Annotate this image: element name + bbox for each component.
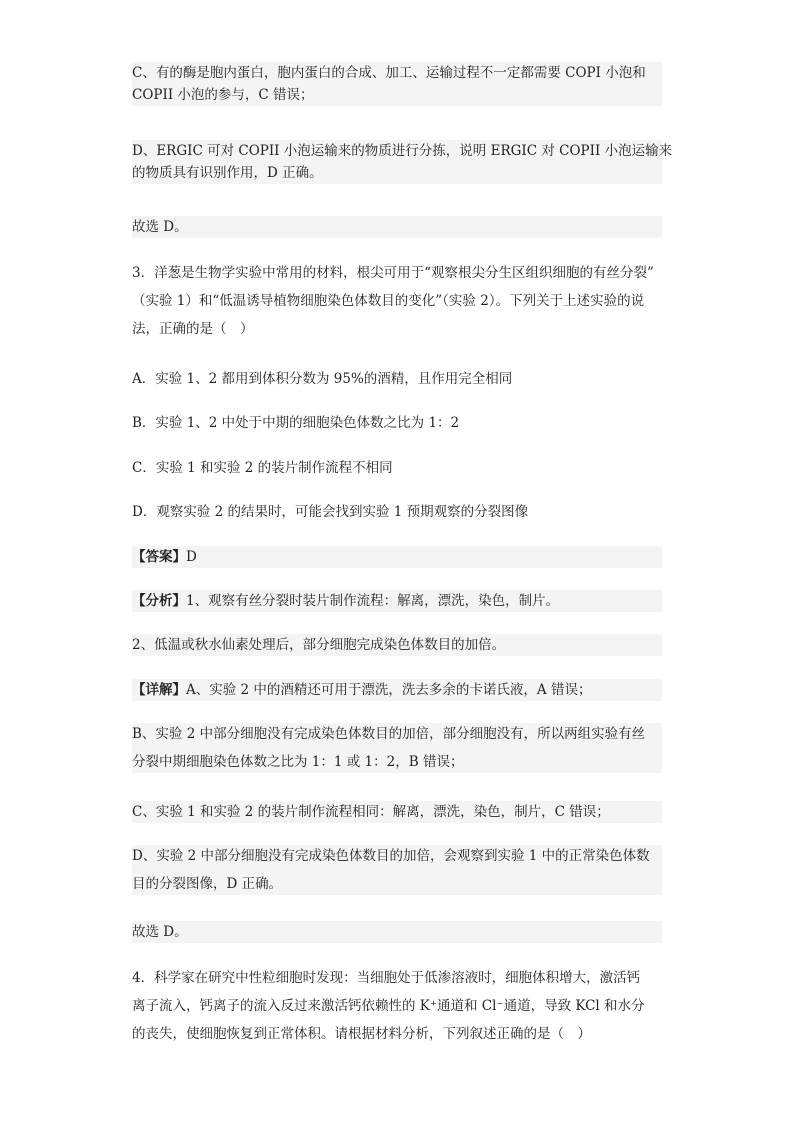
text-line: 的丧失，使细胞恢复到正常体积。请根据材料分析，下列叙述正确的是（ ）: [132, 1026, 591, 1042]
text-line: 故选 D。: [132, 219, 188, 235]
text-line: 4．科学家在研究中性粒细胞时发现：当细胞处于低渗溶液时，细胞体积增大，激活钙: [132, 970, 641, 986]
question-3-stem: [132, 262, 662, 340]
text-line: D、实验 2 中部分细胞没有完成染色体数目的加倍，会观察到实验 1 中的正常染色体数: [132, 848, 650, 864]
answer-label: 【答案】: [132, 549, 186, 565]
detail-c: [132, 801, 662, 823]
text-line: C、实验 1 和实验 2 的装片制作流程相同：解离，漂洗，染色，制片，C 错误；: [132, 804, 610, 820]
text-line: 2、低温或秋水仙素处理后，部分细胞完成染色体数目的加倍。: [132, 637, 506, 653]
prev-choice: [132, 216, 662, 238]
answer-value: D: [186, 549, 197, 565]
text-line: 分裂中期细胞染色体数之比为 1：1 或 1：2，B 错误；: [132, 754, 464, 770]
text-line: [132, 679, 662, 701]
question-4-stem: [132, 967, 662, 1045]
text-line: [132, 590, 662, 612]
detail-a: [132, 679, 662, 701]
option-b-text: B．实验 1、2 中处于中期的细胞染色体数之比为 1：2: [132, 415, 460, 431]
text-line: C、有的酶是胞内蛋白，胞内蛋白的合成、加工、运输过程不一定都需要 COPI 小泡和: [132, 65, 646, 81]
detail-label: 【详解】: [132, 682, 186, 698]
option-c: [132, 457, 662, 479]
option-d-text: D．观察实验 2 的结果时，可能会找到实验 1 预期观察的分裂图像: [132, 504, 529, 520]
text-line: 目的分裂图像，D 正确。: [132, 876, 283, 892]
text-line: COPII 小泡的参与，C 错误；: [132, 87, 314, 103]
option-b: [132, 412, 662, 434]
analysis-block: [132, 590, 662, 612]
text-line: 的物质具有识别作用，D 正确。: [132, 165, 323, 181]
text-line: 离子流入，钙离子的流入反过来激活钙依赖性的 K⁺通道和 Cl⁻通道，导致 KCl 和水分: [132, 998, 645, 1014]
prev-explanation-d: [132, 140, 673, 184]
analysis-label: 【分析】: [132, 593, 186, 609]
option-c-text: C．实验 1 和实验 2 的装片制作流程不相同: [132, 460, 393, 476]
text-line: 法，正确的是（ ）: [132, 321, 254, 337]
question-3-choice: [132, 921, 662, 943]
detail-d: [132, 845, 662, 895]
detail-b: [132, 723, 662, 773]
text-line: （实验 1）和“低温诱导植物细胞染色体数目的变化”（实验 2）。下列关于上述实验的说: [132, 293, 645, 309]
text-line: D、ERGIC 可对 COPII 小泡运输来的物质进行分拣，说明 ERGIC 对 COPII 小泡运输来: [132, 143, 673, 159]
analysis-block-2: [132, 634, 662, 656]
option-a-text: A．实验 1、2 都用到体积分数为 95%的酒精，且作用完全相同: [132, 371, 513, 387]
answer-block: [132, 546, 662, 568]
option-d: [132, 501, 662, 523]
text-line: 3．洋葱是生物学实验中常用的材料，根尖可用于“观察根尖分生区组织细胞的有丝分裂”: [132, 265, 654, 281]
detail-a-text: A、实验 2 中的酒精还可用于漂洗，洗去多余的卡诺氏液，A 错误；: [186, 682, 592, 698]
analysis-text: 1、观察有丝分裂时装片制作流程：解离，漂洗，染色，制片。: [186, 593, 560, 609]
text-line: 故选 D。: [132, 924, 188, 940]
text-line: B、实验 2 中部分细胞没有完成染色体数目的加倍，部分细胞没有，所以两组实验有丝: [132, 726, 646, 742]
option-a: [132, 368, 662, 390]
text-line: [132, 546, 662, 568]
prev-explanation-c: [132, 62, 662, 106]
